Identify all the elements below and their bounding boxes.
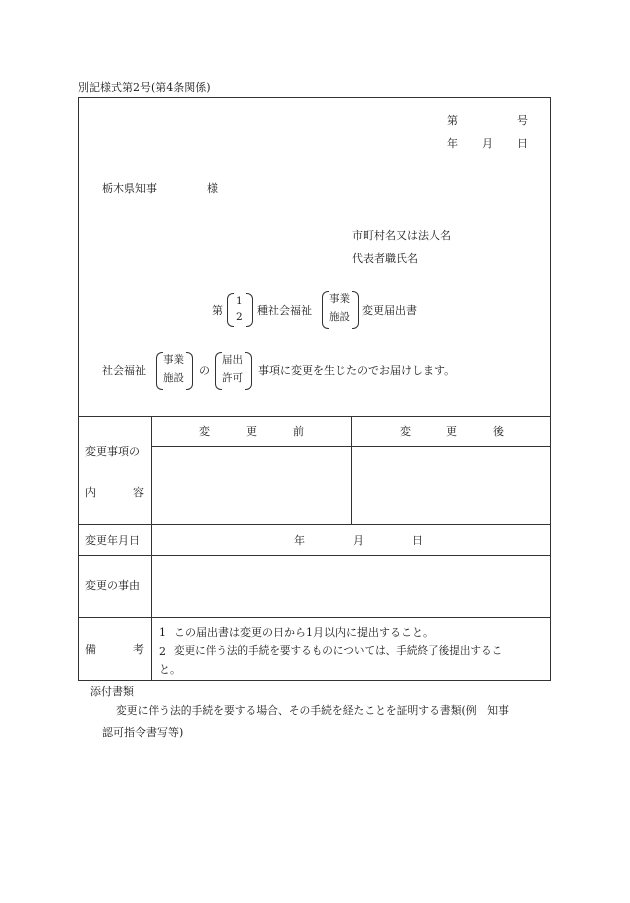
target-bracket-left bbox=[322, 291, 329, 329]
after-header-char-3: 後 bbox=[493, 425, 504, 438]
date-year: 年 bbox=[447, 137, 458, 150]
title-prefix: 第 bbox=[212, 304, 223, 317]
date-day: 日 bbox=[517, 137, 528, 150]
title-target-option-1: 事業 bbox=[329, 293, 350, 305]
label-column-line bbox=[151, 416, 152, 681]
date-bottom-line bbox=[78, 555, 551, 556]
kind-bracket-left bbox=[227, 293, 234, 327]
type-option-2: 許可 bbox=[222, 372, 243, 384]
kind-bracket-right bbox=[246, 293, 253, 327]
change-date-day: 日 bbox=[412, 534, 423, 547]
note-1-text: この届出書は変更の日から1月以内に提出すること。 bbox=[174, 626, 434, 639]
note-2-text-line1: 変更に伴う法的手続を要するものについては、手続終了後提出するこ bbox=[174, 645, 503, 657]
before-header-char-1: 変 bbox=[199, 425, 210, 438]
content-label-line2-b: 容 bbox=[133, 486, 144, 499]
statement-target-bracket-left bbox=[156, 352, 163, 390]
statement-prefix: 社会福祉 bbox=[102, 364, 146, 377]
number-prefix: 第 bbox=[447, 114, 458, 127]
addressee-honorific: 様 bbox=[207, 182, 218, 195]
type-option-1: 届出 bbox=[222, 354, 243, 366]
type-bracket-right bbox=[245, 352, 252, 390]
before-after-divider bbox=[351, 416, 352, 524]
remarks-label-a: 備 bbox=[85, 643, 96, 656]
statement-particle: の bbox=[199, 364, 210, 377]
statement-suffix: 事項に変更を生じたのでお届けします。 bbox=[258, 364, 456, 377]
before-header-char-3: 前 bbox=[293, 425, 304, 438]
attachments-heading: 添付書類 bbox=[90, 685, 134, 698]
note-2-number: 2 bbox=[159, 645, 166, 658]
form-label: 別記様式第2号(第4条関係) bbox=[78, 81, 211, 94]
content-label-line1: 変更事項の bbox=[85, 445, 140, 458]
addressee-governor: 栃木県知事 bbox=[102, 182, 157, 195]
kind-option-1: 1 bbox=[236, 295, 243, 307]
title-middle: 種社会福祉 bbox=[257, 304, 312, 317]
remarks-label-b: 考 bbox=[133, 643, 144, 656]
reason-bottom-line bbox=[78, 617, 551, 618]
change-date-month: 月 bbox=[353, 534, 364, 547]
applicant-organization: 市町村名又は法人名 bbox=[352, 229, 451, 242]
date-month: 月 bbox=[482, 137, 493, 150]
after-header-char-2: 更 bbox=[446, 425, 457, 438]
applicant-representative: 代表者職氏名 bbox=[352, 252, 418, 265]
content-label-line2-a: 内 bbox=[85, 486, 96, 499]
change-date-year: 年 bbox=[294, 534, 305, 547]
type-bracket-left bbox=[215, 352, 222, 390]
before-header-char-2: 更 bbox=[246, 425, 257, 438]
target-bracket-right bbox=[352, 291, 359, 329]
change-date-label: 変更年月日 bbox=[85, 534, 140, 547]
title-suffix: 変更届出書 bbox=[362, 304, 417, 317]
reason-label: 変更の事由 bbox=[85, 579, 140, 592]
note-1-number: 1 bbox=[159, 626, 166, 639]
number-suffix: 号 bbox=[517, 114, 528, 127]
attachments-line2: 認可指令書写等) bbox=[102, 726, 184, 739]
content-bottom-line bbox=[78, 524, 551, 525]
title-target-option-2: 施設 bbox=[329, 311, 350, 323]
note-2-text-line2: と。 bbox=[159, 663, 181, 676]
attachments-line1: 変更に伴う法的手続を要する場合、その手続を経たことを証明する書類(例 知事 bbox=[116, 704, 509, 717]
kind-option-2: 2 bbox=[236, 311, 243, 323]
table-top-line bbox=[78, 416, 551, 417]
after-header-char-1: 変 bbox=[400, 425, 411, 438]
statement-target-option-1: 事業 bbox=[163, 354, 184, 366]
statement-target-bracket-right bbox=[186, 352, 193, 390]
statement-target-option-2: 施設 bbox=[163, 372, 184, 384]
